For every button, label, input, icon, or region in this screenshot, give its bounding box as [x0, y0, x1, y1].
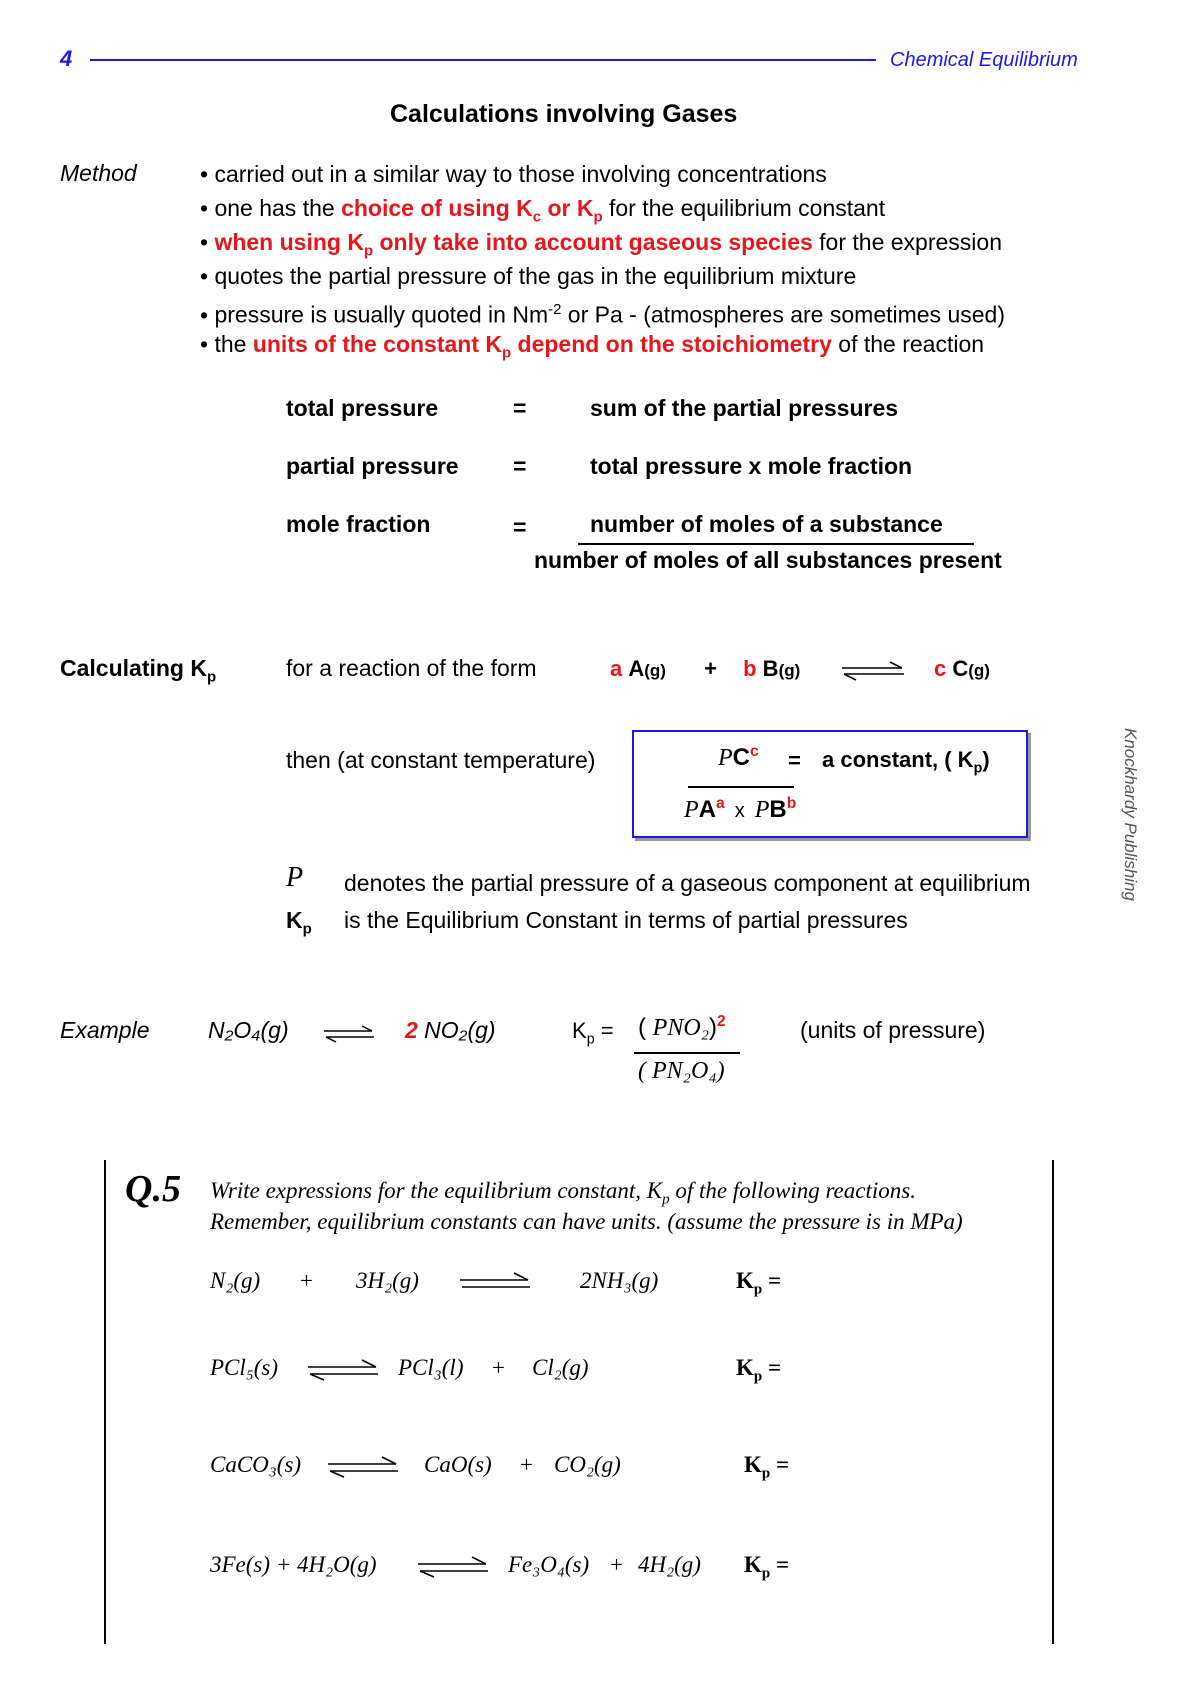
q-reaction-4-lhs: 3Fe(s) + 4H₂O(g): [210, 1552, 377, 1577]
example-fraction-bar: [634, 1052, 740, 1054]
bullet-text-part: for the expression: [812, 229, 1002, 255]
kp-denominator: $PA^a$ x $PB^b$: [684, 795, 797, 823]
def-equals-total: =: [513, 395, 527, 421]
bullet-text-part: -2: [548, 301, 562, 318]
q-reaction-2-rhs2: Cl₂(g): [532, 1355, 589, 1380]
q-reaction-3-rhs: CaO(s): [424, 1452, 492, 1477]
example-reactant: N₂O₄(g): [208, 1017, 289, 1043]
calculating-kp-label: Calculating $K_p$: [60, 655, 217, 686]
header-rule: [90, 59, 876, 61]
note-symbol-p: P: [286, 862, 304, 893]
kp-box-equals: =: [788, 748, 801, 773]
q-reaction-2-lhs: PCl₅(s): [210, 1355, 279, 1380]
q-reaction-3-lhs: CaCO₃(s): [210, 1452, 302, 1477]
note-symbol-kp: $K_p$: [286, 907, 312, 938]
q-reaction-1-rhs: 2NH₃(g): [580, 1268, 659, 1293]
mole-fraction-bar: [578, 543, 974, 545]
bullet-text-part: c: [532, 208, 542, 226]
header-title: Chemical Equilibrium: [890, 49, 1078, 71]
page-number: 4: [60, 46, 73, 71]
q-reaction-3-plus: +: [520, 1452, 533, 1477]
bullet-text-part: when using K: [214, 229, 364, 255]
q-reaction-1-plus: +: [300, 1268, 313, 1293]
bullet-text-part: units of the constant K: [252, 331, 502, 357]
section-title: Calculations involving Gases: [390, 100, 738, 128]
example-denominator: ( PN₂O₄): [638, 1058, 725, 1084]
q-reaction-3-kp: $K_p$ =: [744, 1452, 790, 1482]
general-reaction: a A(g) + b B(g): [610, 656, 801, 681]
bullet-text-part: carried out in a similar way to those involving concentrations: [214, 161, 827, 187]
method-bullet: [200, 225, 1005, 259]
bullet-text-part: one has the: [214, 195, 342, 221]
general-reaction-product: c C(g): [934, 656, 990, 681]
equilibrium-arrow-icon: [326, 1455, 400, 1479]
def-term-mole-fraction: mole fraction: [286, 511, 431, 537]
method-bullets: [200, 157, 1005, 361]
example-label: Example: [60, 1017, 150, 1043]
bullet-text-part: p: [363, 242, 374, 260]
q-reaction-4-rhs: Fe₃O₄(s): [508, 1552, 590, 1577]
reaction-form-intro: for a reaction of the form: [286, 655, 537, 681]
mole-fraction-denominator: number of moles of all substances present: [534, 547, 1002, 573]
kp-fraction-bar: [688, 786, 794, 788]
bullet-text-part: for the equilibrium constant: [602, 195, 886, 221]
def-term-total: total pressure: [286, 395, 439, 421]
bullet-text-part: or Pa - (atmospheres are sometimes used): [561, 301, 1005, 328]
q-reaction-1-lhs2: 3H₂(g): [356, 1268, 419, 1293]
equilibrium-arrow-icon: [322, 1024, 376, 1044]
method-label: Method: [60, 160, 137, 186]
q-reaction-2-rhs: PCl₃(l): [398, 1355, 464, 1380]
equilibrium-arrow-icon: [840, 660, 906, 682]
bullet-text-part: quotes the partial pressure of the gas in the equilibrium mixture: [214, 263, 857, 289]
bullet-text-part: or K: [541, 195, 594, 221]
def-equals-partial: =: [513, 453, 527, 479]
question-line2: Remember, equilibrium constants can have units. (assume the pressure is in MPa): [210, 1209, 963, 1234]
q-reaction-3-rhs2: CO₂(g): [554, 1452, 621, 1477]
method-bullet: [200, 191, 1005, 225]
def-partial-pressure: total pressure x mole fraction: [590, 453, 913, 479]
example-product: 2 NO₂(g): [405, 1017, 496, 1043]
question-number: Q.5: [125, 1168, 181, 1210]
equilibrium-arrow-icon: [306, 1358, 380, 1382]
bullet-text-part: choice of using K: [341, 195, 533, 221]
equilibrium-arrow-icon: [458, 1271, 532, 1295]
publisher-side-text: Knockhardy Publishing: [1121, 728, 1140, 901]
method-bullet: [200, 327, 1005, 361]
method-bullet: [200, 259, 1005, 293]
example-units: (units of pressure): [800, 1017, 986, 1043]
kp-numerator: $PC^c$: [718, 743, 759, 771]
question-right-border: [1052, 1160, 1054, 1644]
q-reaction-4-plus: +: [610, 1552, 623, 1577]
bullet-text-part: depend on the stoichiometry: [511, 331, 832, 357]
question-left-border: [104, 1160, 106, 1644]
equilibrium-arrow-icon: [416, 1555, 490, 1579]
bullet-text-part: the: [214, 331, 253, 357]
example-kp: $K_p$ =: [572, 1018, 614, 1048]
method-bullet: [200, 293, 1005, 327]
q-reaction-2-plus: +: [492, 1355, 505, 1380]
q-reaction-4-kp: $K_p$ =: [744, 1552, 790, 1582]
bullet-text-part: pressure is usually quoted in Nm: [214, 301, 549, 328]
def-term-partial: partial pressure: [286, 453, 459, 479]
example-numerator: ( PNO₂)$^2$: [638, 1013, 726, 1041]
question-line1: Write expressions for the equilibrium constant, $K_p$ of the following reactions.: [210, 1178, 916, 1208]
q-reaction-2-kp: $K_p$ =: [736, 1355, 782, 1385]
q-reaction-4-rhs2: 4H₂(g): [638, 1552, 701, 1577]
q-reaction-1-kp: $K_p$ =: [736, 1268, 782, 1298]
bullet-text-part: p: [502, 344, 512, 362]
bullet-text-part: only take into account gaseous species: [373, 229, 813, 255]
note-text-p: denotes the partial pressure of a gaseous component at equilibrium: [344, 870, 1031, 896]
kp-box-rhs: a constant, ( $K_p$): [822, 747, 990, 777]
q-reaction-1-lhs: N₂(g): [210, 1268, 261, 1293]
method-bullet: [200, 157, 1005, 191]
mole-fraction-numerator: number of moles of a substance: [590, 511, 943, 537]
then-text: then (at constant temperature): [286, 747, 596, 773]
def-total-pressure: sum of the partial pressures: [590, 395, 899, 421]
bullet-text-part: of the reaction: [831, 331, 985, 357]
bullet-text-part: p: [593, 208, 603, 226]
note-text-kp: is the Equilibrium Constant in terms of partial pressures: [344, 907, 908, 933]
def-equals-mole-fraction: =: [513, 514, 527, 540]
